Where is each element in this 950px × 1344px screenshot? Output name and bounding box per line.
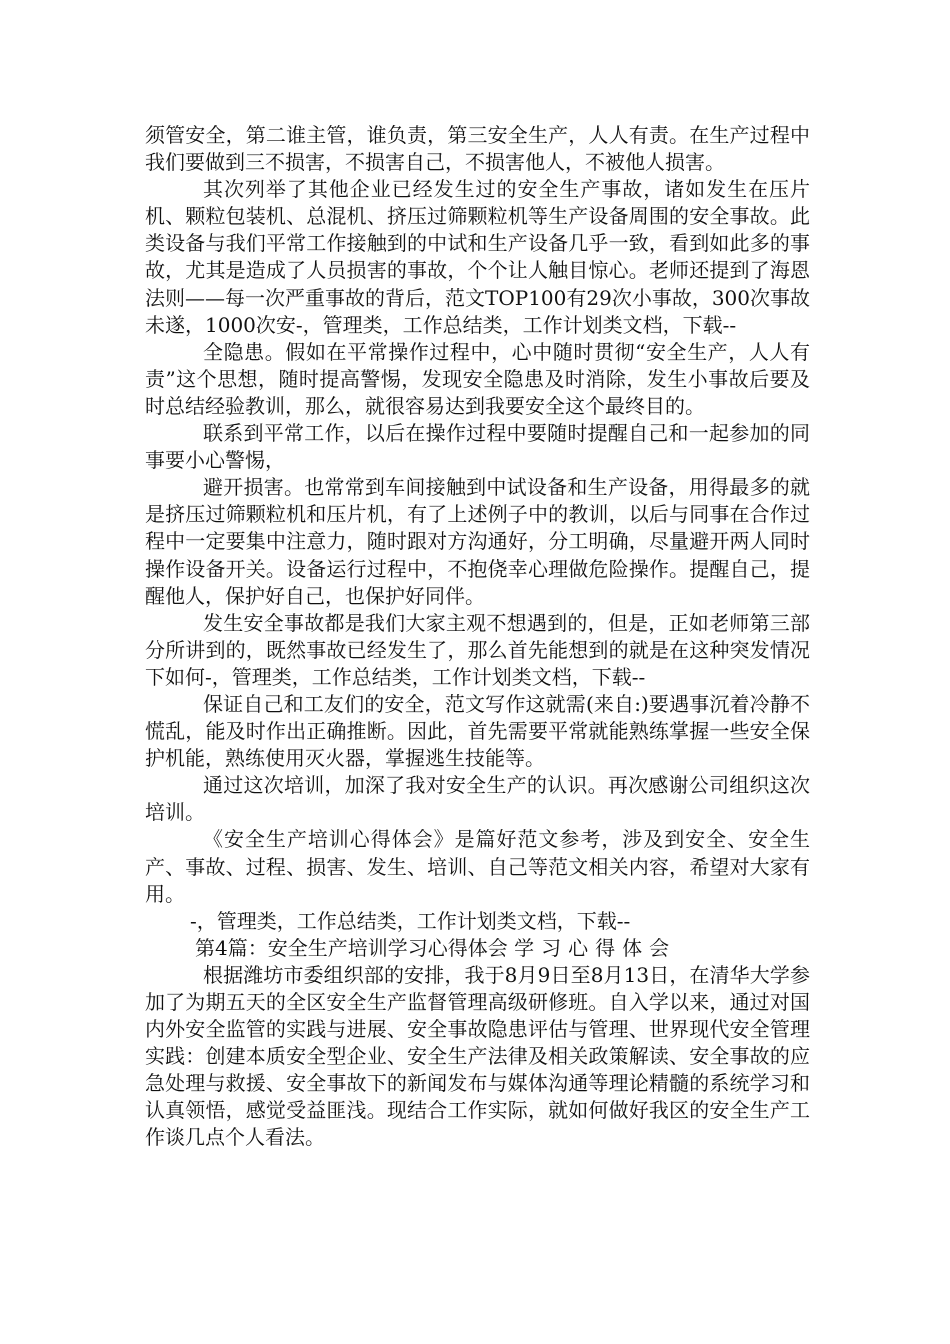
paragraph-3: 全隐患。假如在平常操作过程中，心中随时贯彻“安全生产，人人有责”这个思想，随时提高警惕，发现安全隐患及时消除，发生小事故后要及时总结经验教训，那么，就很容易达到我要安全这个最终目的。: [145, 339, 810, 418]
paragraph-10: -，管理类，工作总结类，工作计划类文档，下载--: [190, 908, 631, 933]
paragraph-4: 联系到平常工作，以后在操作过程中要随时提醒自己和一起参加的同事要小心警惕，: [145, 421, 810, 473]
paragraph-5: 避开损害。也常常到车间接触到中试设备和生产设备，用得最多的就是挤压过筛颗粒机和压片机，有了上述例子中的教训，以后与同事在合作过程中一定要集中注意力，随时跟对方沟通好，分工明确，尽量避开两人同时操作设备开关。设备运行过程中，不抱侥幸心理做危险操作。提醒自己，提醒他人，保护好自己，也保护好同伴。: [145, 475, 810, 608]
paragraph-6: 发生安全事故都是我们大家主观不想遇到的，但是，正如老师第三部分所讲到的，既然事故已经发生了，那么首先能想到的就是在这种突发情况下如何-，管理类，工作总结类，工作计划类文档，下载--: [145, 610, 810, 689]
paragraph-final: 根据潍坊市委组织部的安排，我于8月9日至8月13日，在清华大学参加了为期五天的全区安全生产监督管理高级研修班。自入学以来，通过对国内外安全监管的实践与进展、安全事故隐患评估与管理、世界现代安全管理实践：创建本质安全型企业、安全生产法律及相关政策解读、安全事故的应急处理与救援、安全事故下的新闻发布与媒体沟通等理论精髓的系统学习和认真领悟，感觉受益匪浅。现结合工作实际，就如何做好我区的安全生产工作谈几点个人看法。: [145, 962, 810, 1150]
paragraph-7: 保证自己和工友们的安全，范文写作这就需(来自:)要遇事沉着冷静不慌乱，能及时作出正确推断。因此，首先需要平常就能熟练掌握一些安全保护机能，熟练使用灭火器，掌握逃生技能等。: [145, 691, 810, 771]
paragraph-1: 须管安全，第二谁主管，谁负责，第三安全生产，人人有责。在生产过程中我们要做到三不损害，不损害自己，不损害他人，不被他人损害。: [145, 123, 810, 175]
section-heading-title: 第4篇：安全生产培训学习心得体会: [195, 935, 508, 960]
paragraph-8: 通过这次培训，加深了我对安全生产的认识。再次感谢公司组织这次培训。: [145, 773, 810, 825]
section-heading: [145, 935, 810, 962]
section-heading-suffix: 学习心得体会: [514, 935, 677, 960]
paragraph-9: 《安全生产培训心得体会》是篇好范文参考，涉及到安全、安全生产、事故、过程、损害、发生、培训、自己等范文相关内容，希望对大家有用。: [145, 827, 810, 906]
document-body: [145, 122, 810, 1152]
paragraph-2: 其次列举了其他企业已经发生过的安全生产事故，诸如发生在压片机、颗粒包装机、总混机、挤压过筛颗粒机等生产设备周围的安全事故。此类设备与我们平常工作接触到的中试和生产设备几乎一致，看到如此多的事故，尤其是造成了人员损害的事故，个个让人触目惊心。老师还提到了海恩法则——每一次严重事故的背后，范文TOP100有29次小事故，300次事故未遂，1000次安-，管理类，工作总结类，工作计划类文档，下载--: [145, 177, 810, 337]
